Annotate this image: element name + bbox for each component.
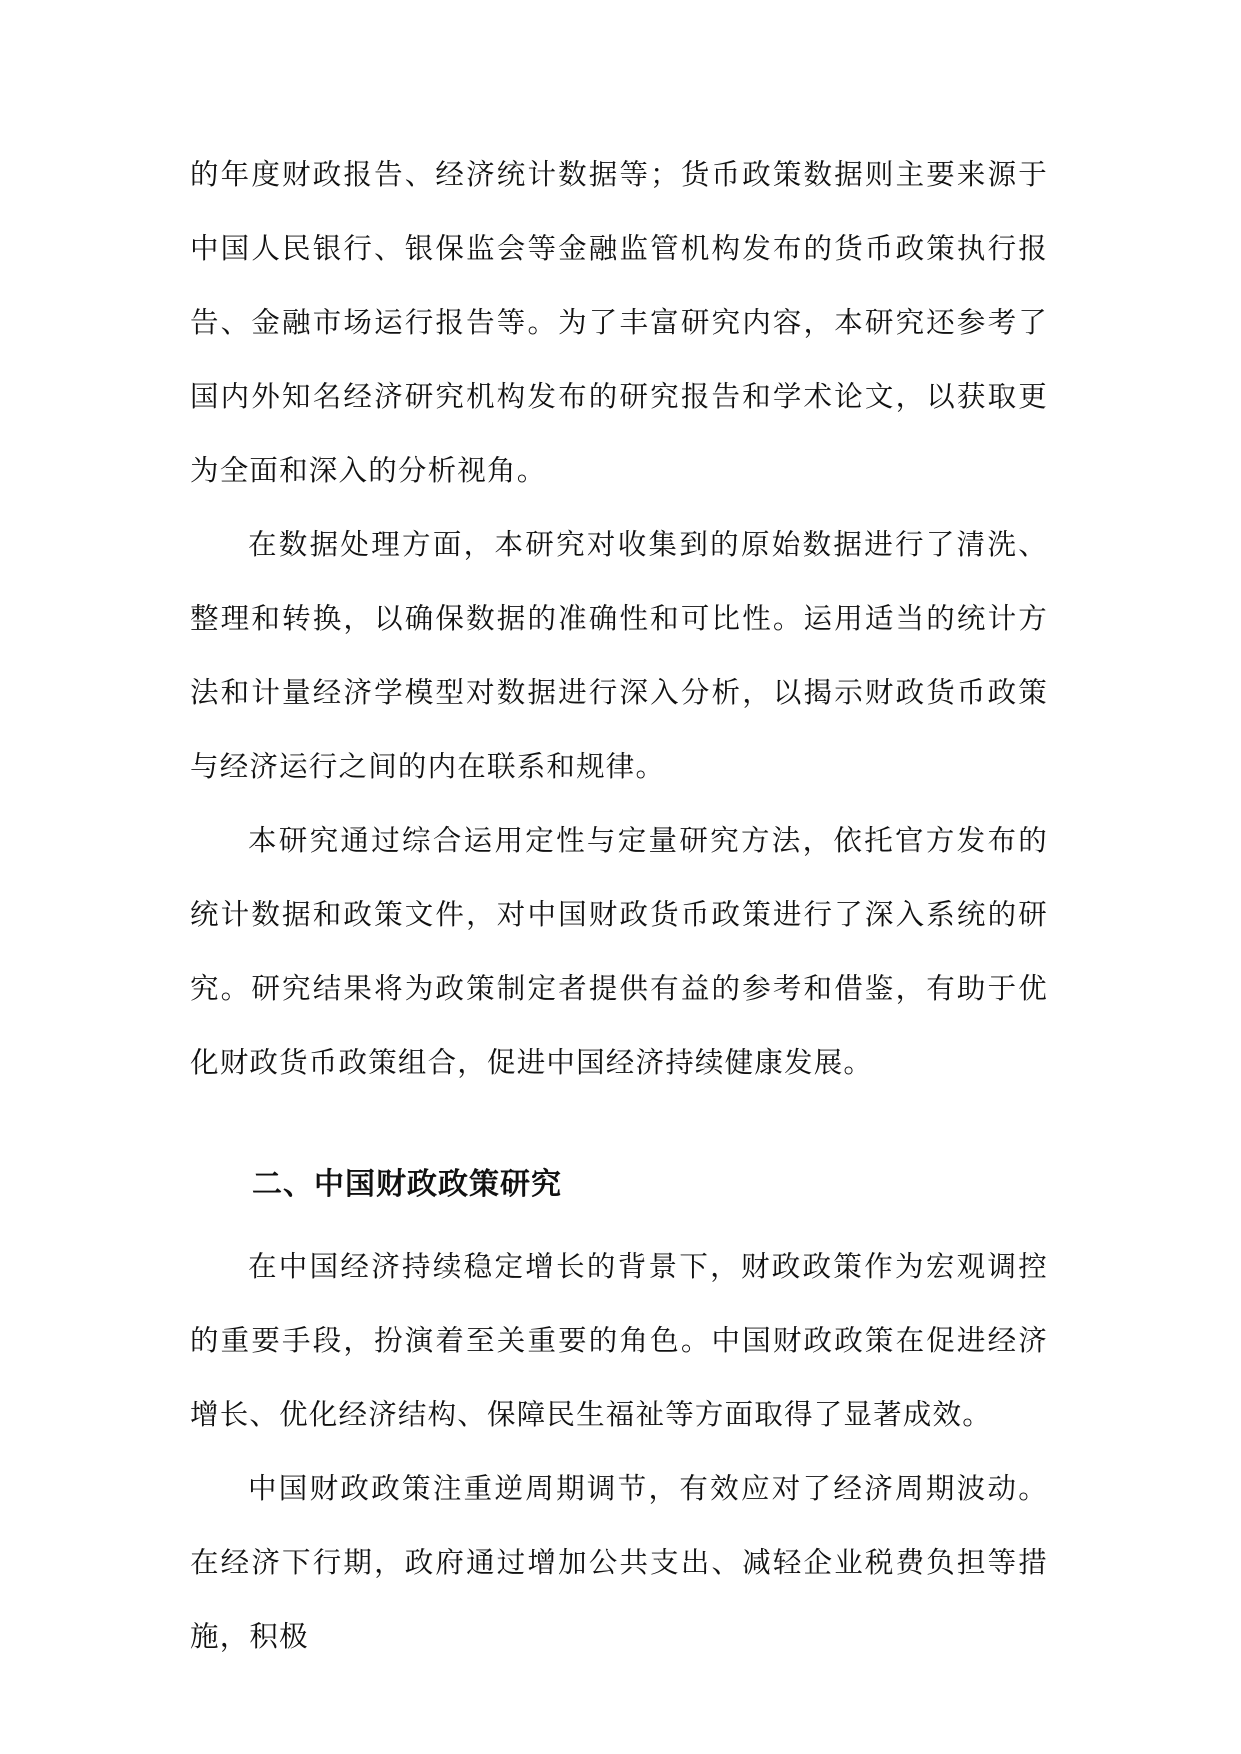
paragraph-research-summary: 本研究通过综合运用定性与定量研究方法，依托官方发布的统计数据和政策文件，对中国财政货币政策进行了深入系统的研究。研究结果将为政策制定者提供有益的参考和借鉴，有助于优化财政货币政策组合，促进中国经济持续健康发展。 xyxy=(190,824,1048,1079)
section-heading: 二、中国财政政策研究 xyxy=(252,1167,562,1202)
paragraph-fiscal-policy-role: 在中国经济持续稳定增长的背景下，财政政策作为宏观调控的重要手段，扮演着至关重要的角色。中国财政政策在促进经济增长、优化经济结构、保障民生福祉等方面取得了显著成效。 xyxy=(190,1250,1048,1431)
document-body xyxy=(190,138,1048,1674)
paragraph-data-sources: 的年度财政报告、经济统计数据等；货币政策数据则主要来源于中国人民银行、银保监会等金融监管机构发布的货币政策执行报告、金融市场运行报告等。为了丰富研究内容，本研究还参考了国内外知名经济研究机构发布的研究报告和学术论文，以获取更为全面和深入的分析视角。 xyxy=(190,158,1048,487)
paragraph-countercyclical: 中国财政政策注重逆周期调节，有效应对了经济周期波动。在经济下行期，政府通过增加公共支出、减轻企业税费负担等措施，积极 xyxy=(190,1472,1048,1653)
paragraph-data-processing: 在数据处理方面，本研究对收集到的原始数据进行了清洗、整理和转换，以确保数据的准确性和可比性。运用适当的统计方法和计量经济学模型对数据进行深入分析，以揭示财政货币政策与经济运行之间的内在联系和规律。 xyxy=(190,528,1048,783)
section-spacer xyxy=(190,1100,1048,1140)
